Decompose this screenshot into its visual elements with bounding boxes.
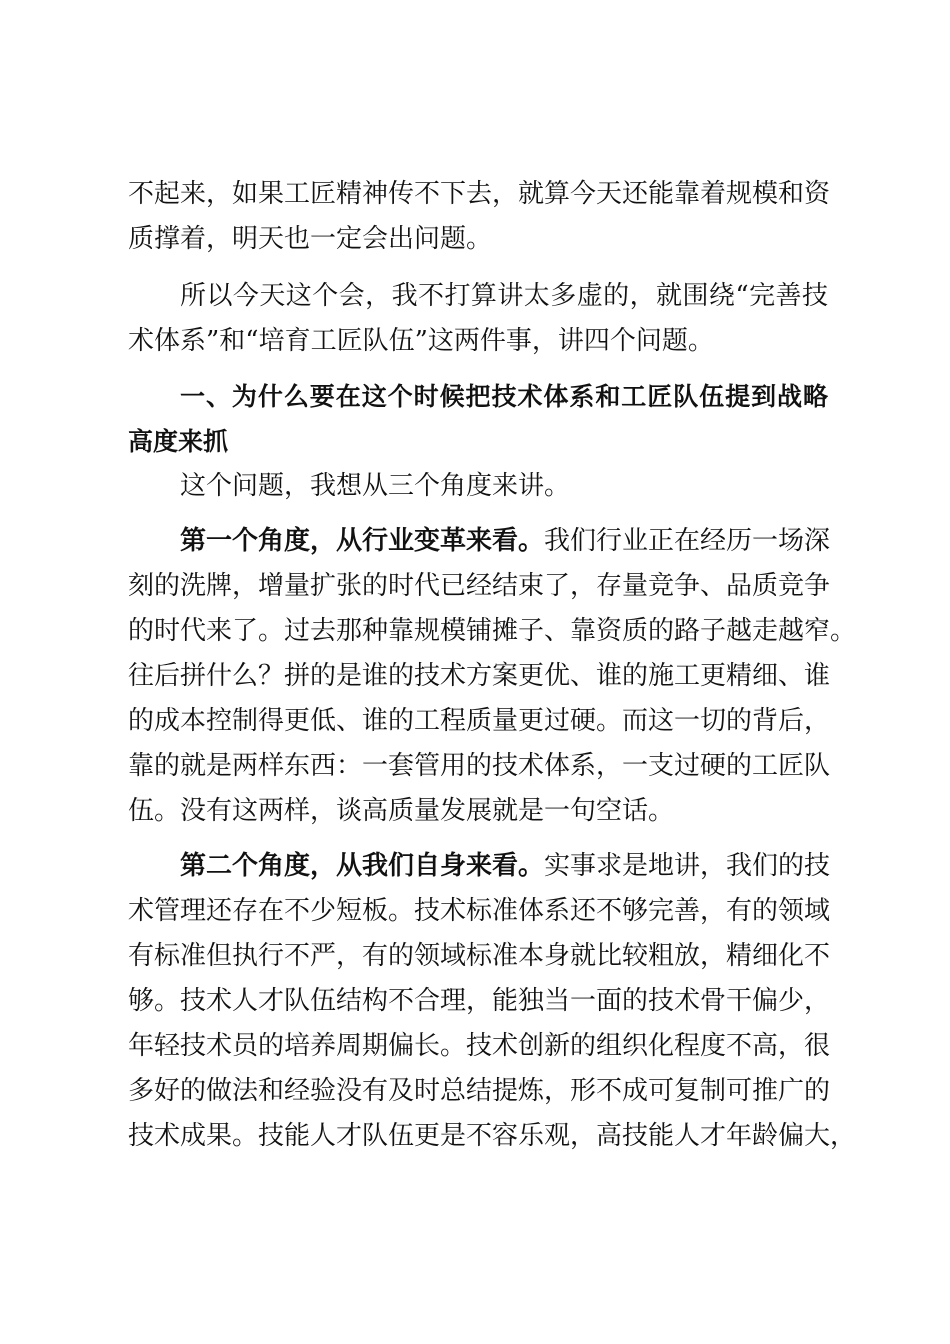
paragraph-line: 往后拼什么？拼的是谁的技术方案更优、谁的施工更精细、谁 [128,661,831,691]
paragraph-line: 术管理还存在不少短板。技术标准体系还不够完善，有的领域 [128,896,831,926]
paragraph-line: 术体系”和“培育工匠队伍”这两件事，讲四个问题。 [128,326,714,356]
paragraph-line: 这个问题，我想从三个角度来讲。 [180,471,571,501]
paragraph-line: 靠的就是两样东西：一套管用的技术体系，一支过硬的工匠队 [128,751,831,781]
paragraph-lead: 第一个角度，从行业变革来看。 [180,526,545,556]
paragraph-text: 实事求是地讲，我们的技 [544,851,831,881]
section-heading: 一、为什么要在这个时候把技术体系和工匠队伍提到战略 [180,382,828,411]
paragraph-line: 够。技术人才队伍结构不合理，能独当一面的技术骨干偏少， [128,986,831,1016]
paragraph-line: 的时代来了。过去那种靠规模铺摊子、靠资质的路子越走越窄。 [128,616,857,646]
paragraph-line: 不起来，如果工匠精神传不下去，就算今天还能靠着规模和资 [128,179,831,209]
paragraph-line [128,519,831,564]
paragraph-line: 所以今天这个会，我不打算讲太多虚的，就围绕“完善技 [180,281,828,311]
paragraph-lead: 第二个角度，从我们自身来看。 [180,851,545,881]
document-body [128,172,857,1159]
paragraph-line: 多好的做法和经验没有及时总结提炼，形不成可复制可推广的 [128,1076,831,1106]
paragraph-line: 刻的洗牌，增量扩张的时代已经结束了，存量竞争、品质竞争 [128,571,831,601]
paragraph-line: 伍。没有这两样，谈高质量发展就是一句空话。 [128,796,675,826]
paragraph-line: 技术成果。技能人才队伍更是不容乐观，高技能人才年龄偏大， [128,1121,857,1151]
paragraph-line: 年轻技术员的培养周期偏长。技术创新的组织化程度不高，很 [128,1031,831,1061]
paragraph-line: 质撑着，明天也一定会出问题。 [128,224,493,254]
paragraph-line: 的成本控制得更低、谁的工程质量更过硬。而这一切的背后， [128,706,831,736]
section-heading: 高度来抓 [128,427,229,456]
paragraph-line: 有标准但执行不严，有的领域标准本身就比较粗放，精细化不 [128,941,831,971]
paragraph-text: 我们行业正在经历一场深 [544,526,831,556]
paragraph-line [128,844,831,889]
